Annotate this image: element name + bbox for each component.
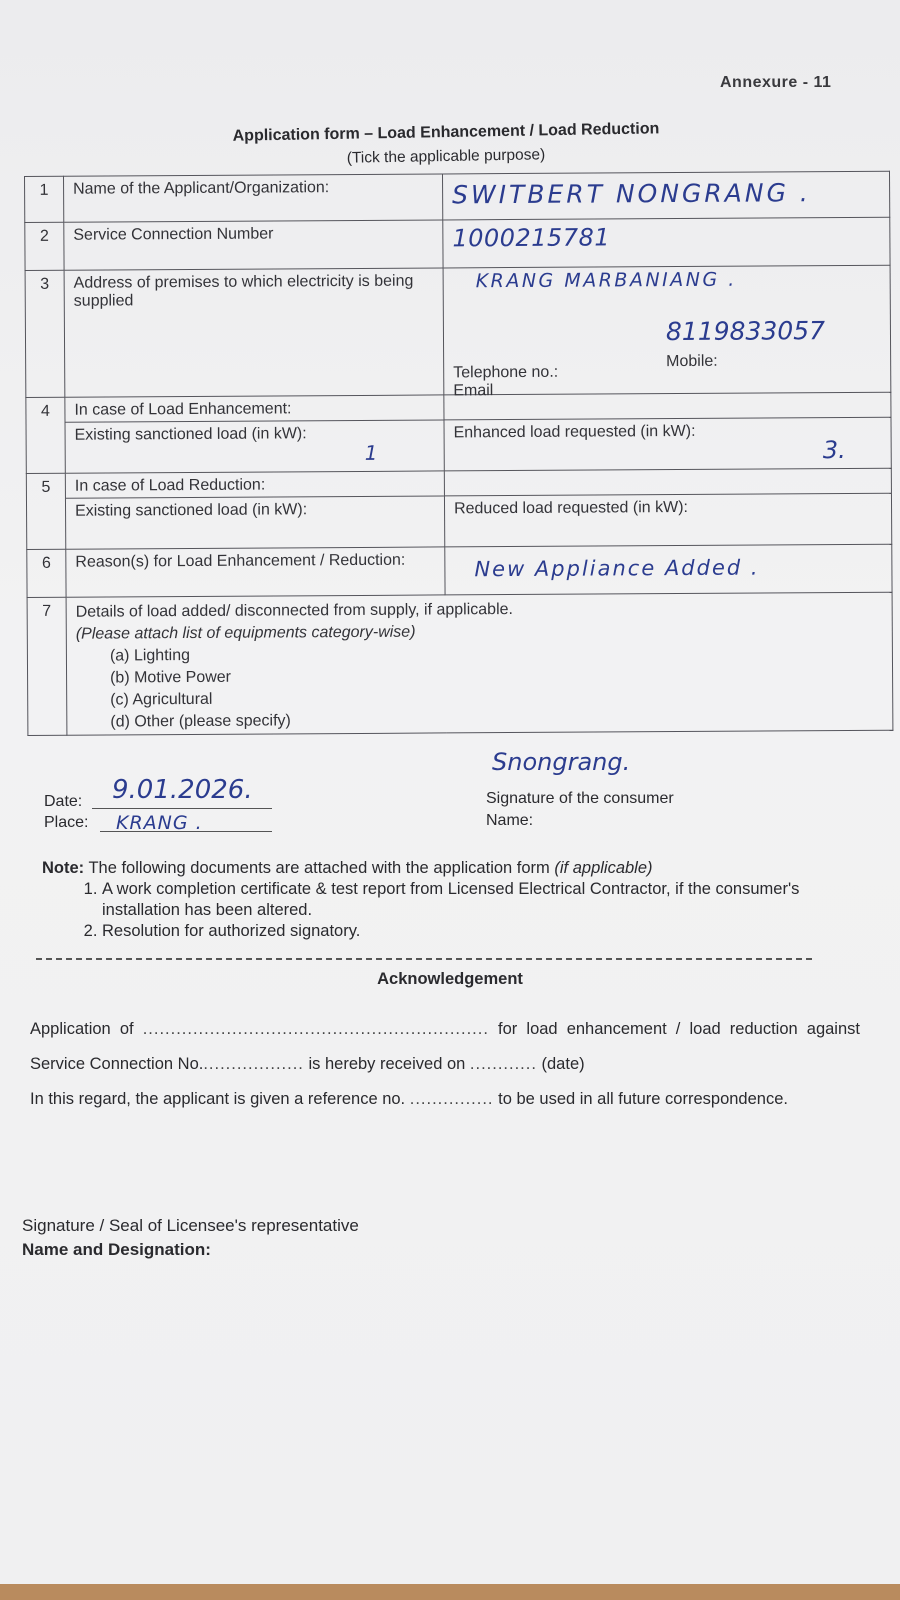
table-row: [25, 265, 891, 397]
row-number: 1: [25, 176, 64, 222]
reason-value[interactable]: New Appliance Added .: [474, 555, 760, 582]
form-title: Application form – Load Enhancement / Load Reduction: [232, 120, 660, 145]
table-row: [26, 392, 891, 473]
signature-label: Signature of the consumer: [486, 790, 674, 807]
annexure-label: Annexure - 11: [720, 74, 832, 91]
form-subtitle: (Tick the applicable purpose): [346, 146, 546, 167]
date-value[interactable]: 9.01.2026.: [112, 775, 253, 805]
mobile-value[interactable]: 8119833057: [665, 316, 826, 347]
acknowledgement-body: [30, 1012, 860, 1117]
address-value[interactable]: KRANG MARBANIANG .: [475, 268, 737, 293]
table-row: [27, 544, 892, 597]
ack-text: for load enhancement / load reduction against Service Connection No.: [30, 1020, 860, 1073]
blank-reference-no[interactable]: ...............: [409, 1090, 494, 1108]
email-label: Email: [453, 382, 494, 400]
licensee-signature-label: Signature / Seal of Licensee's representative: [22, 1216, 359, 1235]
note-heading: Note:: [42, 859, 85, 877]
category-item: (a) Lighting: [109, 646, 191, 665]
note-text: The following documents are attached with the application form: [84, 859, 555, 877]
note-block: [42, 858, 872, 942]
attach-note: (Please attach list of equipments category-wise): [75, 623, 416, 643]
service-connection-value[interactable]: 1000215781: [452, 223, 611, 253]
ack-text: to be used in all future correspondence.: [498, 1090, 788, 1108]
ack-text: is hereby received on: [308, 1055, 466, 1073]
table-row: [25, 171, 890, 222]
note-ital: (if applicable): [554, 859, 653, 877]
row-number: 6: [27, 549, 66, 597]
place-value[interactable]: KRANG .: [116, 812, 203, 834]
mobile-label: Mobile:: [666, 352, 718, 371]
existing-load-value[interactable]: 1: [364, 440, 378, 465]
category-item: (d) Other (please specify): [110, 712, 291, 731]
place-label: Place:: [44, 814, 89, 831]
reduced-load-label: Reduced load requested (in kW):: [453, 498, 688, 518]
table-row: [25, 217, 890, 270]
table-row: [27, 592, 893, 735]
category-item: (b) Motive Power: [110, 668, 232, 687]
name-designation-label: Name and Designation:: [22, 1240, 211, 1259]
load-details-label: Details of load added/ disconnected from supply, if applicable.: [75, 601, 514, 621]
address-label: Address of premises to which electricity is being supplied: [64, 268, 444, 397]
blank-connection-no[interactable]: ..................: [203, 1055, 304, 1073]
reason-label: Reason(s) for Load Enhancement / Reduction:: [66, 547, 445, 597]
service-connection-label: Service Connection Number: [64, 220, 443, 270]
note-item: 2. Resolution for authorized signatory.: [102, 921, 872, 942]
note-item: 1. A work completion certificate & test report from Licensed Electrical Contractor, if the consumer's installation has been altered.: [102, 879, 872, 921]
telephone-label: Telephone no.:: [453, 363, 559, 382]
load-reduction-heading: In case of Load Reduction:: [74, 476, 266, 495]
acknowledgement-heading: Acknowledgement: [377, 970, 523, 988]
date-label: Date:: [44, 793, 83, 810]
enhanced-load-value[interactable]: 3.: [822, 435, 846, 465]
blank-applicant[interactable]: ..............................................................: [142, 1020, 489, 1038]
consumer-signature[interactable]: Snongrang.: [492, 748, 631, 776]
row-number: 7: [27, 597, 67, 735]
row-number: 5: [26, 473, 65, 549]
divider: [36, 958, 812, 960]
reduction-existing-load-label: Existing sanctioned load (in kW):: [74, 501, 308, 520]
enhanced-load-label: Enhanced load requested (in kW):: [453, 422, 696, 442]
blank-date[interactable]: ............: [469, 1055, 537, 1073]
category-item: (c) Agricultural: [110, 690, 213, 709]
row-number: 4: [26, 397, 65, 473]
row-number: 3: [25, 270, 65, 397]
load-enhancement-heading: In case of Load Enhancement:: [74, 400, 292, 419]
existing-load-label: Existing sanctioned load (in kW):: [74, 425, 307, 444]
signature-name-label: Name:: [486, 812, 534, 829]
table-edge: [0, 1584, 900, 1600]
applicant-name-value[interactable]: SWITBERT NONGRANG .: [452, 178, 811, 210]
ack-text: In this regard, the applicant is given a reference no.: [30, 1090, 406, 1108]
applicant-label: Name of the Applicant/Organization:: [64, 174, 443, 222]
ack-text: (date): [541, 1055, 585, 1073]
application-table: [24, 171, 893, 736]
table-row: [26, 468, 891, 549]
ack-text: Application of: [30, 1020, 134, 1038]
row-number: 2: [25, 222, 64, 270]
